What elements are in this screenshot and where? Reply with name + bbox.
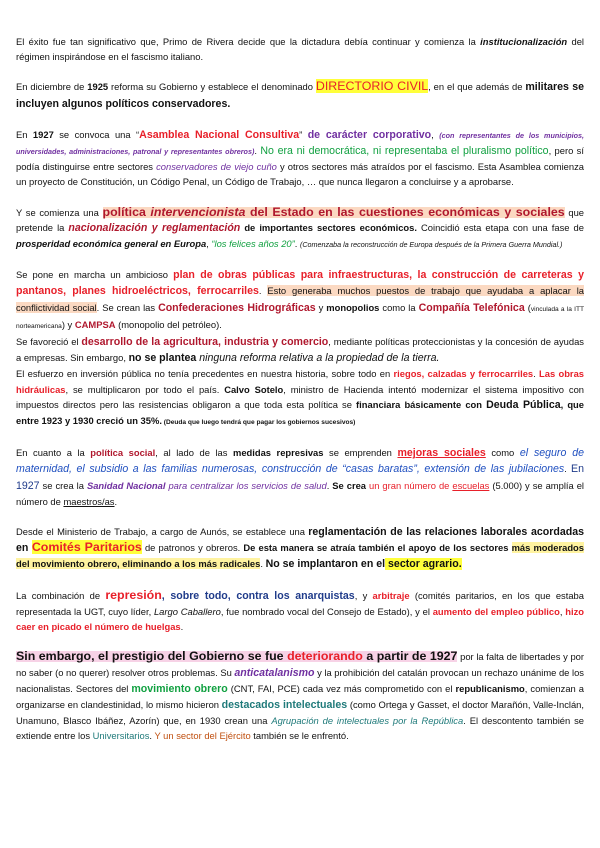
paragraph-politica-social: En cuanto a la política social, al lado de las medidas represivas se emprenden mejoras sociales como el seguro de maternidad, el subsidio a las familias numerosas, construcción de “casas baratas”, extensión de las jubilaciones. En 1927 se crea la Sanidad Nacional para centralizar los servicios de salud. Se crea un gran número de escuelas (5.000) y se amplía el número de maestros/as. xyxy=(16,447,585,507)
paragraph-politica-intervencionista: Y se comienza una política intervencionista del Estado en las cuestiones económicas y sociales que pretende la nacionalización y reglamentación de importantes sectores económicos. Coincidió esta etapa con una fase de prosperidad económica general en Europa, “los felices años 20”. (Comenzaba la reconstrucción de Europa después de la Primera Guerra Mundial.) xyxy=(16,204,584,250)
paragraph-asamblea: En 1927 se convoca una “Asamblea Nacional Consultiva” de carácter corporativo, (con representantes de los municipios, universidades, administraciones, patronal y representantes obreros). No era ni democrática, ni representaba el pluralismo político, pero sí podía distinguirse entre sectores conservadores de viejo cuño y otros sectores más atraídos por el fascismo. Esta Asamblea comienza un proyecto de Constitución, un Código Penal, un Código de Trabajo, … que nunca llegaron a concluirse y a aprobarse. xyxy=(16,128,584,188)
directorio-civil-highlight: DIRECTORIO CIVIL xyxy=(315,79,429,94)
comites-paritarios-highlight: Comités Paritarios xyxy=(31,540,142,555)
paragraph-institucionalizacion: El éxito fue tan significativo que, Primo de Rivera decide que la dictadura debía continuar y comienza la institucionalización del régimen inspirándose en el fascismo italiano. xyxy=(16,36,584,63)
paragraph-represion-arbitraje: La combinación de represión, sobre todo, contra los anarquistas, y arbitraje (comités paritarios, en los que estaba representada la UGT, cuyo líder, Largo Caballero, fue nombrado vocal del Consejo de Estado), y el aumento del empleo público, hizo caer en picado el número de huelgas. xyxy=(16,587,584,633)
paragraph-obras-publicas: Se pone en marcha un ambicioso plan de obras públicas para infraestructuras, la construcción de carreteras y pantanos, planes hidroeléctricos, ferrocarriles. Esto generaba muchos puestos de trabajo que ayudaba a aplacar la conflictividad social. Se crean las Confederaciones Hidrográficas y monopolios como la Compañía Telefónica (vinculada a la ITT norteamericana) y CAMPSA (monopolio del petróleo). Se favoreció el desarrollo de la agricultura, industria y comercio, mediante políticas proteccionistas y la concesión de ayudas a empresas. Sin embargo, no se plantea ninguna reforma relativa a la propiedad de la tierra. El esfuerzo en inversión pública no tenía precedentes en nuestra historia, sobre todo en riegos, calzadas y ferrocarriles. Las obras hidráulicas, se multiplicaron por todo el país. Calvo Sotelo, ministro de Hacienda intentó modernizar el sistema impositivo con impuestos directos pero las resistencias obligaron a que toda esta política se financiara básicamente con Deuda Pública, que entre 1923 y 1930 creció un 35%. (Deuda que luego tendrá que pagar los gobiernos sucesivos) xyxy=(16,269,585,427)
paragraph-directorio-civil: En diciembre de 1925 reforma su Gobierno y establece el denominado DIRECTORIO CIVIL, en el que además de militares se incluyen algunos políticos conservadores. xyxy=(16,79,584,110)
paragraph-comites-paritarios: Desde el Ministerio de Trabajo, a cargo de Aunós, se establece una reglamentación de las relaciones laborales acordadas en Comités Paritarios de patronos y obreros. De esta manera se atraía también el apoyo de los sectores más moderados del movimiento obrero, eliminando a los más radicales. No se implantaron en el sector agrario. xyxy=(16,526,585,571)
paragraph-deterioro: Sin embargo, el prestigio del Gobierno se fue deteriorando a partir de 1927 por la falta de libertades y por no saber (o no querer) resolver otros problemas. Su anticatalanismo y la prohibición del catalán provocan un rechazo unánime de los nacionalistas. Sectores del movimiento obrero (CNT, FAI, PCE) cada vez más comprometido con el republicanismo, comienzan a organizarse en clandestinidad, lo mismo hicieron destacados intelectuales (como Ortega y Gasset, el doctor Marañón, Valle-Inclán, Unamuno, Blasco Ibáñez, Azorín) que, en 1930 crean una Agrupación de intelectuales por la República. El descontento también se extiende entre los Universitarios. Y un sector del Ejército también se le enfrentó. xyxy=(16,649,585,742)
